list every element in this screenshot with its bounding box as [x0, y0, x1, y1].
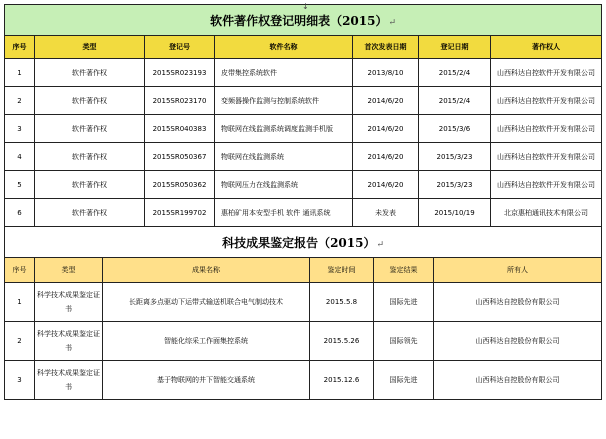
table-cell: 长距离多点驱动下运带式输送机联合电气制动技术: [103, 283, 310, 322]
table-cell: 山西科达自控软件开发有限公司: [491, 115, 602, 143]
table-cell: 2015/2/4: [419, 87, 491, 115]
table-cell: 软件著作权: [35, 115, 145, 143]
table-cell: 2014/6/20: [353, 115, 419, 143]
table-row: [5, 283, 602, 322]
table-cell: 山西科达自控股份有限公司: [434, 283, 602, 322]
table-cell: 2013/8/10: [353, 59, 419, 87]
table-cell: 科学技术成果鉴定证书: [35, 361, 103, 400]
table-cell: 5: [5, 171, 35, 199]
achievement-table: [4, 226, 602, 400]
table-cell: 山西科达自控软件开发有限公司: [491, 87, 602, 115]
table-cell: 国际先进: [374, 283, 434, 322]
column-header: 登记日期: [419, 36, 491, 59]
column-header: 成果名称: [103, 258, 310, 283]
table-cell: 2014/6/20: [353, 87, 419, 115]
table-cell: 2015/2/4: [419, 59, 491, 87]
column-header: 鉴定时间: [310, 258, 374, 283]
software-table-body: [5, 59, 602, 227]
software-table-title: 软件著作权登记明细表（2015）↵: [5, 5, 602, 36]
table-cell: 国际先进: [374, 361, 434, 400]
table-cell: 软件著作权: [35, 59, 145, 87]
achievement-table-title: 科技成果鉴定报告（2015）↵: [5, 227, 602, 258]
table-cell: 山西科达自控股份有限公司: [434, 361, 602, 400]
column-header: 类型: [35, 36, 145, 59]
paragraph-mark: ↵: [376, 239, 385, 250]
table-cell: 3: [5, 361, 35, 400]
table-cell: 2: [5, 87, 35, 115]
column-header: 序号: [5, 258, 35, 283]
column-header: 所有人: [434, 258, 602, 283]
table-cell: 4: [5, 143, 35, 171]
table-cell: 国际领先: [374, 322, 434, 361]
table-cell: 软件著作权: [35, 87, 145, 115]
table-cell: 1: [5, 283, 35, 322]
paragraph-mark: ↵: [388, 17, 397, 28]
table-cell: 2015/3/23: [419, 171, 491, 199]
achievement-header-row: [5, 258, 602, 283]
table-row: [5, 322, 602, 361]
table-cell: 物联网压力在线监测系统: [215, 171, 353, 199]
table-cell: 2015SR050362: [145, 171, 215, 199]
column-header: 类型: [35, 258, 103, 283]
table-cell: 2015/3/23: [419, 143, 491, 171]
column-header: 鉴定结果: [374, 258, 434, 283]
table-cell: 2015SR023170: [145, 87, 215, 115]
table-cell: 软件著作权: [35, 171, 145, 199]
table-cell: 2015.5.8: [310, 283, 374, 322]
table-cell: 2015/10/19: [419, 199, 491, 227]
table-cell: 2014/6/20: [353, 143, 419, 171]
software-copyright-table: [4, 4, 602, 227]
table-cell: 2015SR050367: [145, 143, 215, 171]
table-cell: 山西科达自控股份有限公司: [434, 322, 602, 361]
table-cell: 智能化综采工作面集控系统: [103, 322, 310, 361]
table-cell: 2014/6/20: [353, 171, 419, 199]
table-cell: 3: [5, 115, 35, 143]
table-row: [5, 115, 602, 143]
table-row: [5, 59, 602, 87]
table-cell: 山西科达自控软件开发有限公司: [491, 171, 602, 199]
table-cell: 软件著作权: [35, 143, 145, 171]
table-cell: 2015.5.26: [310, 322, 374, 361]
table-cell: 1: [5, 59, 35, 87]
table-cell: 2015SR040383: [145, 115, 215, 143]
table-cell: 科学技术成果鉴定证书: [35, 322, 103, 361]
column-header: 序号: [5, 36, 35, 59]
table-cell: 物联网在线监测系统调度监测手机版: [215, 115, 353, 143]
column-header: 著作权人: [491, 36, 602, 59]
table-cell: 2: [5, 322, 35, 361]
table-cell: 物联网在线监测系统: [215, 143, 353, 171]
achievement-table-body: [5, 283, 602, 400]
table-cell: 变频器操作监测与控制系统软件: [215, 87, 353, 115]
software-header-row: [5, 36, 602, 59]
table-cell: 皮带集控系统软件: [215, 59, 353, 87]
table-cell: 6: [5, 199, 35, 227]
column-header: 登记号: [145, 36, 215, 59]
top-marker: ↓: [302, 2, 309, 11]
table-cell: 2015.12.6: [310, 361, 374, 400]
achievement-title-row: [5, 227, 602, 258]
table-cell: 2015/3/6: [419, 115, 491, 143]
table-cell: 北京惠柏通讯技术有限公司: [491, 199, 602, 227]
column-header: 软件名称: [215, 36, 353, 59]
table-cell: 未发表: [353, 199, 419, 227]
table-cell: 科学技术成果鉴定证书: [35, 283, 103, 322]
table-row: [5, 87, 602, 115]
table-cell: 软件著作权: [35, 199, 145, 227]
table-cell: 2015SR199702: [145, 199, 215, 227]
table-cell: 基于物联网的井下智能交通系统: [103, 361, 310, 400]
table-cell: 惠柏矿用本安型手机 软件 通讯系统: [215, 199, 353, 227]
table-cell: 山西科达自控软件开发有限公司: [491, 59, 602, 87]
table-row: [5, 361, 602, 400]
table-row: [5, 171, 602, 199]
document-page: [4, 4, 601, 400]
table-cell: 2015SR023193: [145, 59, 215, 87]
table-row: [5, 143, 602, 171]
table-cell: 山西科达自控软件开发有限公司: [491, 143, 602, 171]
column-header: 首次发表日期: [353, 36, 419, 59]
table-row: [5, 199, 602, 227]
